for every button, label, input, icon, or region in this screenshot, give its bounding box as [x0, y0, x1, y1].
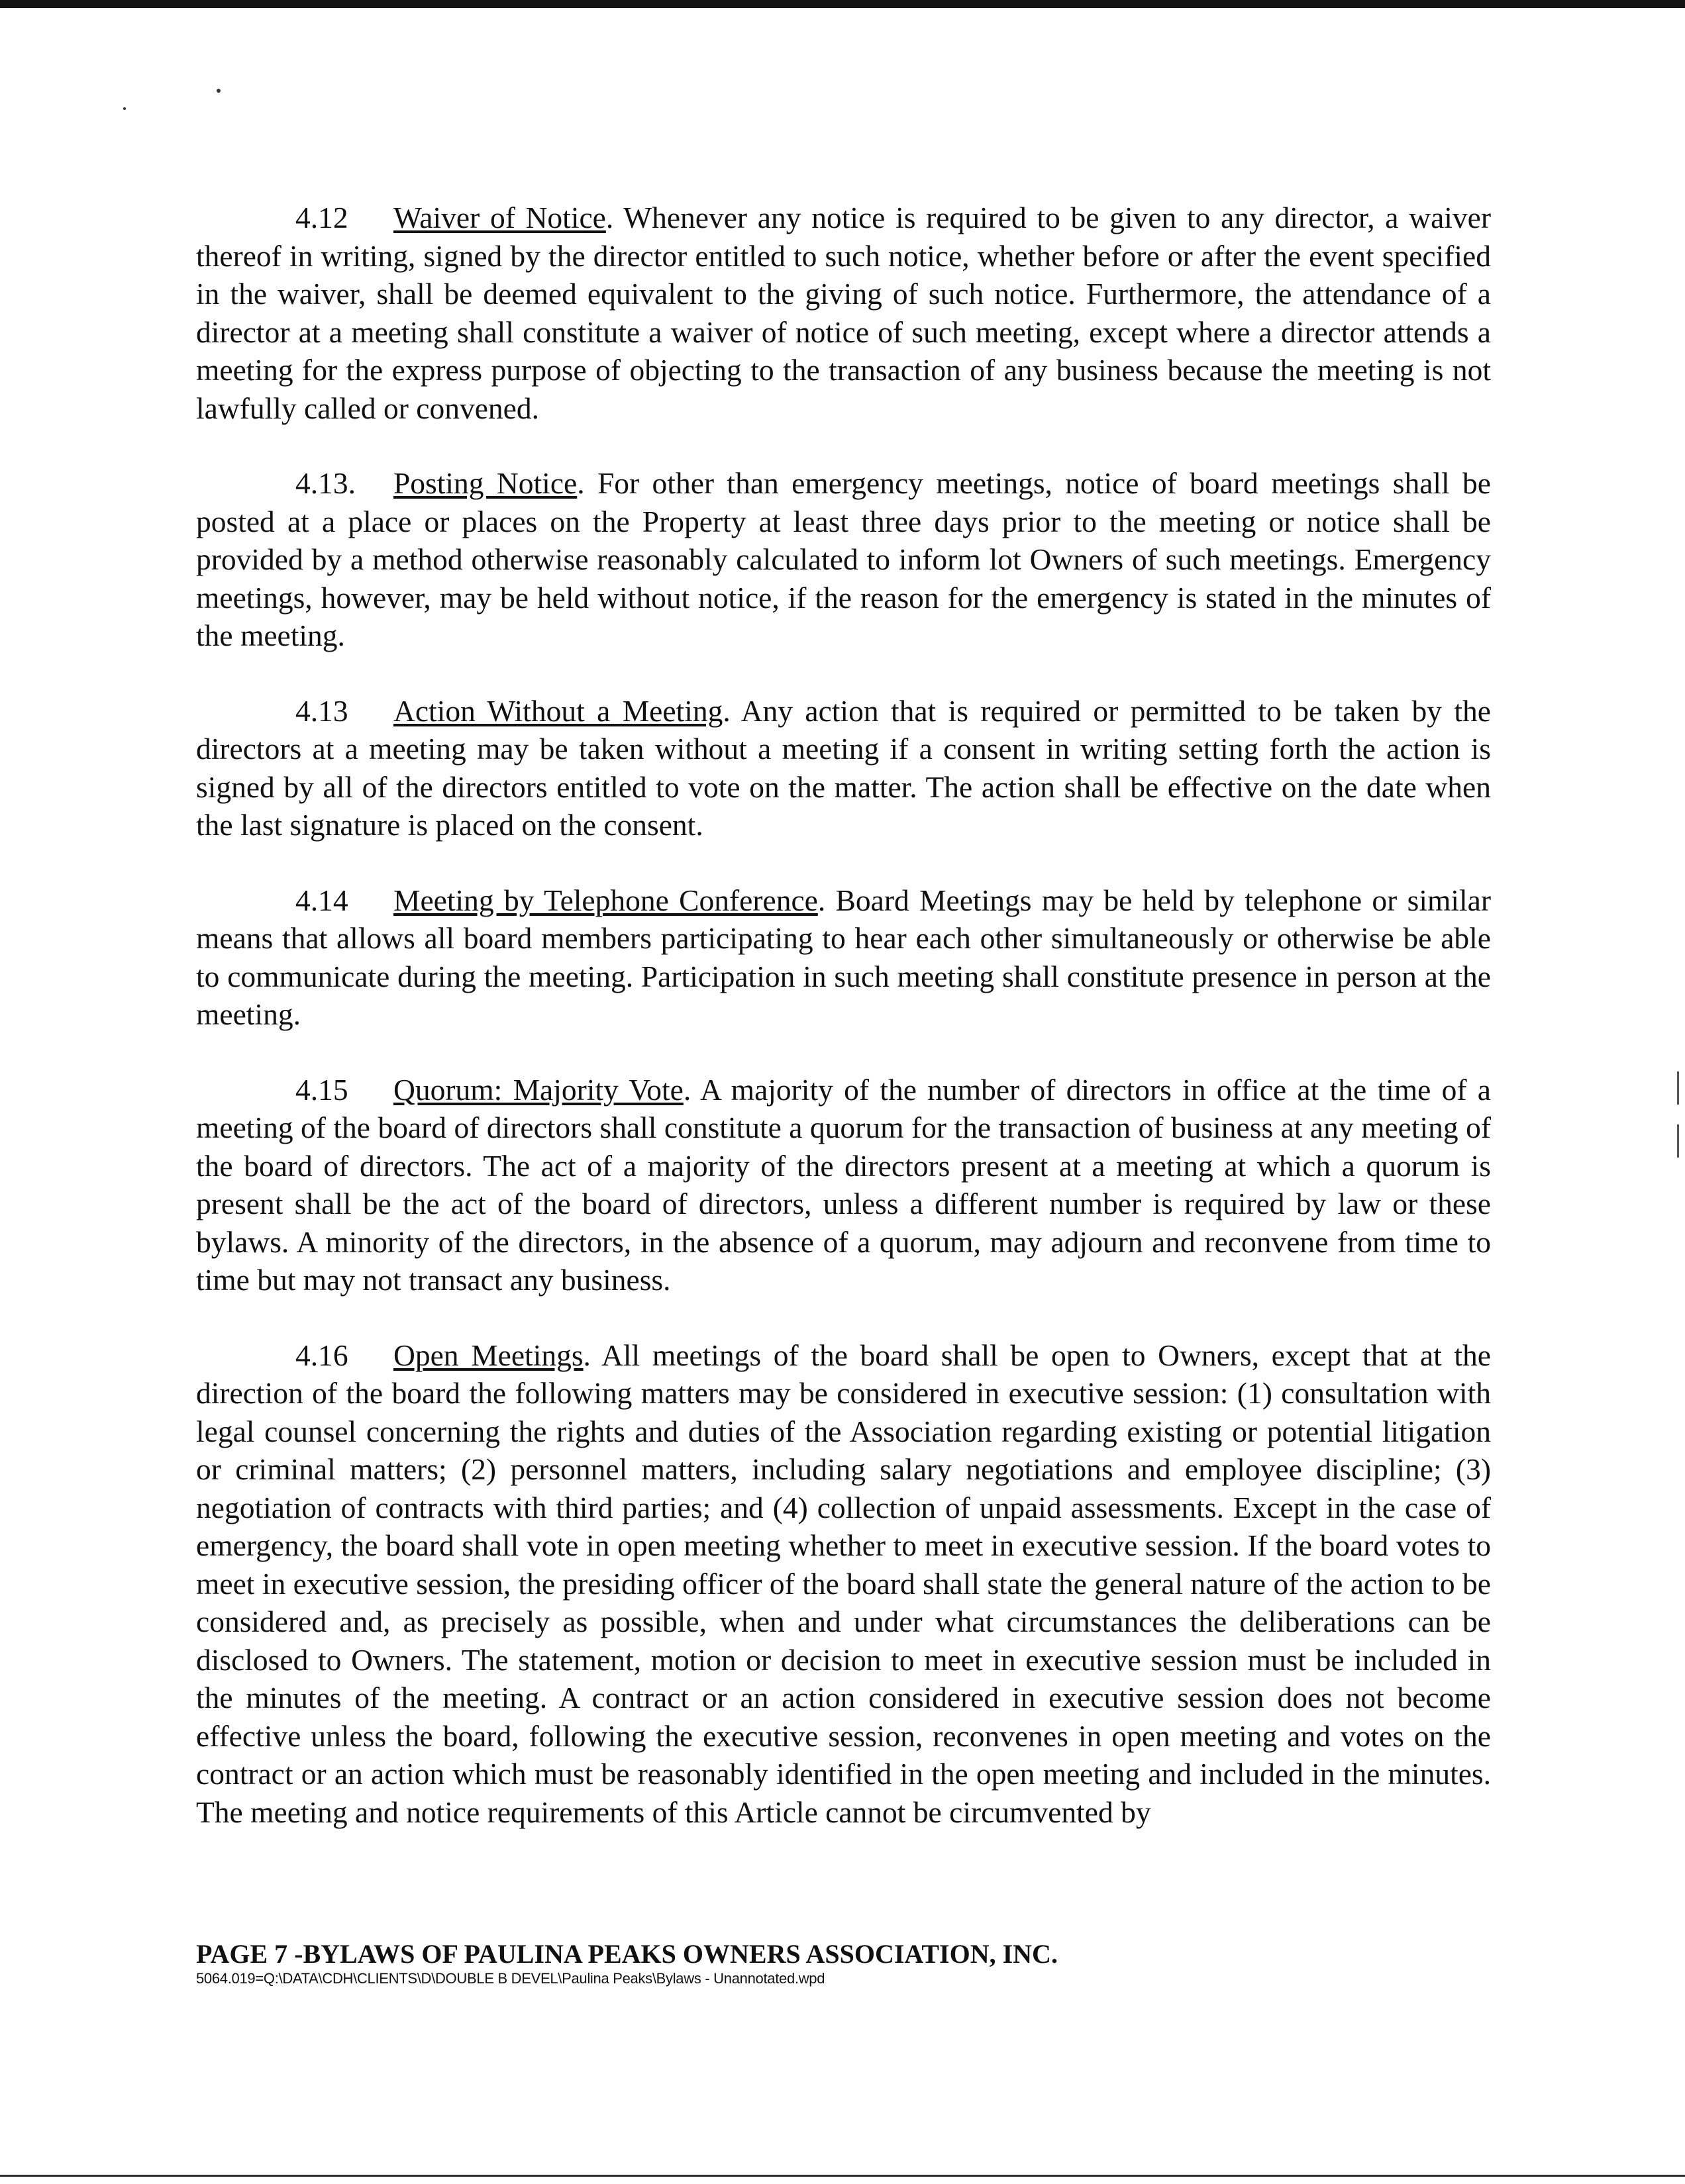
page-footer	[196, 1939, 1491, 1988]
footer-title: PAGE 7 -BYLAWS OF PAULINA PEAKS OWNERS ASSOCIATION, INC.	[196, 1939, 1058, 1969]
scan-speck	[123, 107, 126, 110]
section-number: 4.13.	[295, 466, 356, 500]
section-body: . Whenever any notice is required to be given to any director, a waiver thereof in writing, signed by the director entitled to such notice, whether before or after the event specified in the waiver, shall be deemed equivalent to the giving of such notice. Furthermore, the attendance of a director at a meeting shall constitute a waiver of notice of such meeting, except where a director attends a meeting for the express purpose of objecting to the transaction of any business because the meeting is not lawfully called or convened.	[196, 201, 1492, 425]
section-number: 4.16	[295, 1338, 348, 1372]
section-body: . Any action that is required or permitted to be taken by the directors at a meeting may be taken without a meeting if a consent in writing setting forth the action is signed by all of the directors entitled to vote on the matter. The action shall be effective on the date when the last signature is placed on the consent.	[196, 693, 1491, 842]
section-4-13-posting	[196, 464, 1491, 655]
section-heading: Quorum: Majority Vote	[393, 1072, 684, 1107]
section-heading: Action Without a Meeting	[393, 693, 723, 728]
section-body: . Board Meetings may be held by telephone or similar means that allows all board members participating to hear each other simultaneously or otherwise be able to communicate during the meeting. Participation in such meeting shall constitute presence in person at the meeting.	[196, 883, 1491, 1031]
section-4-15	[196, 1071, 1491, 1299]
revision-bar	[1677, 1071, 1679, 1105]
section-body: . For other than emergency meetings, notice of board meetings shall be posted at a place or places on the Property at least three days prior to the meeting or notice shall be provided by a method otherwise reasonably calculated to inform lot Owners of such meetings. Emergency meetings, however, may be held without notice, if the reason for the emergency is stated in the minutes of the meeting.	[196, 466, 1491, 652]
scan-bottom-border	[0, 2175, 1685, 2177]
section-4-12	[196, 199, 1491, 427]
scan-top-border	[0, 0, 1685, 8]
section-number: 4.14	[295, 883, 348, 917]
section-heading: Meeting by Telephone Conference	[393, 883, 818, 917]
section-body: . All meetings of the board shall be open to Owners, except that at the direction of the board the following matters may be considered in executive session: (1) consultation with legal counsel concerning the rights and duties of the Association regarding existing or potential litigation or criminal matters; (2) personnel matters, including salary negotiations and employee discipline; (3) negotiation of contracts with third parties; and (4) collection of unpaid assessments. Except in the case of emergency, the board shall vote in open meeting whether to meet in executive session. If the board votes to meet in executive session, the presiding officer of the board shall state the general nature of the action to be considered and, as precisely as possible, when and under what circumstances the deliberations can be disclosed to Owners. The statement, motion or decision to meet in executive session must be included in the minutes of the meeting. A contract or an action considered in executive session does not become effective unless the board, following the executive session, reconvenes in open meeting and votes on the contract or an action which must be reasonably identified in the open meeting and included in the minutes. The meeting and notice requirements of this Article cannot be circumvented by	[196, 1338, 1491, 1829]
section-number: 4.15	[295, 1072, 348, 1107]
section-heading: Posting Notice	[393, 466, 578, 500]
section-4-16	[196, 1336, 1491, 1832]
section-4-13-action	[196, 692, 1491, 844]
section-number: 4.13	[295, 693, 348, 728]
document-body	[196, 199, 1491, 1868]
section-4-14	[196, 881, 1491, 1034]
footer-file-path: 5064.019=Q:\DATA\CDH\CLIENTS\D\DOUBLE B DEVEL\Paulina Peaks\Bylaws - Unannotated.wpd	[196, 1970, 825, 1987]
revision-bar	[1677, 1124, 1679, 1158]
section-number: 4.12	[295, 201, 348, 234]
section-heading: Waiver of Notice	[393, 201, 606, 234]
section-heading: Open Meetings	[393, 1338, 584, 1372]
scan-speck	[217, 89, 221, 93]
section-body: . A majority of the number of directors in office at the time of a meeting of the board of directors shall constitute a quorum for the transaction of business at any meeting of the board of directors. The act of a majority of the directors present at a meeting at which a quorum is present shall be the act of the board of directors, unless a different number is required by law or these bylaws. A minority of the directors, in the absence of a quorum, may adjourn and reconvene from time to time but may not transact any business.	[196, 1072, 1491, 1297]
